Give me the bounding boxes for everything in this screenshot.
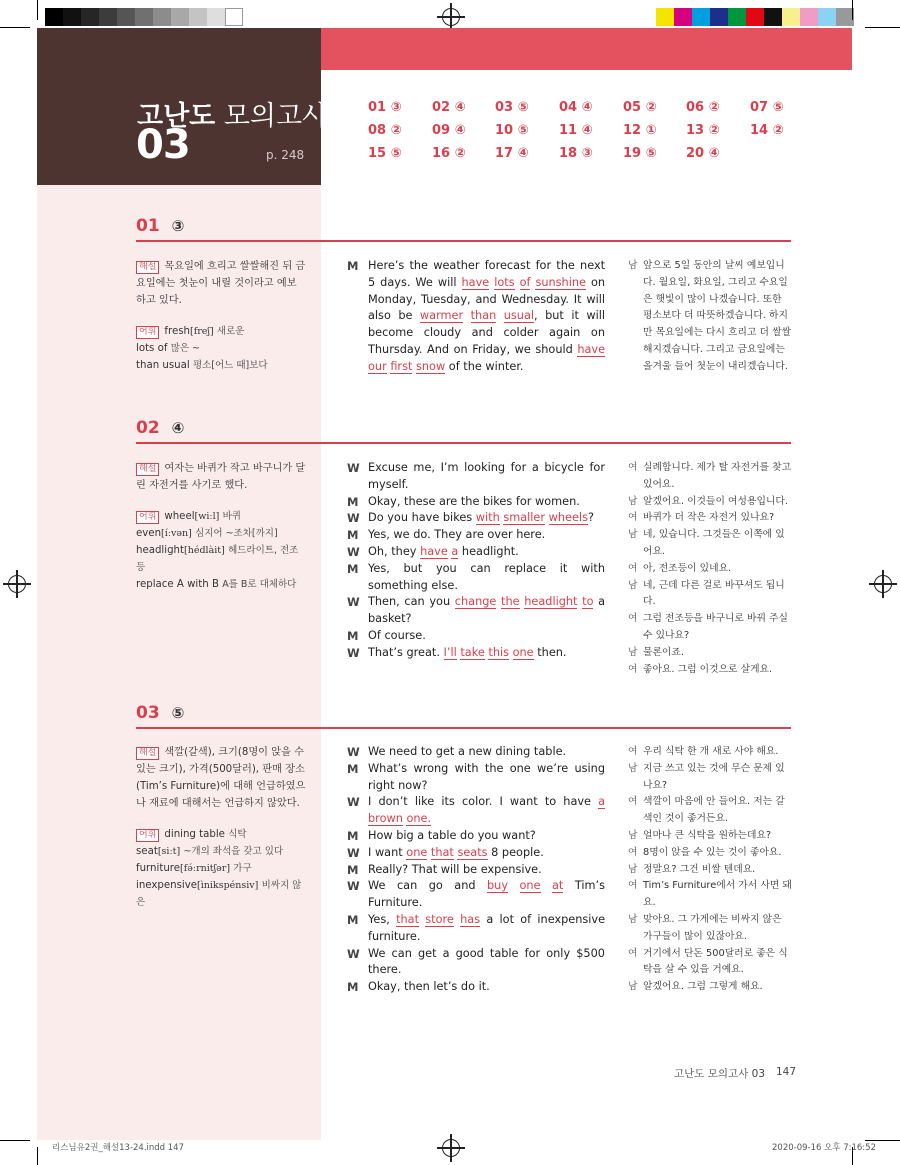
translation-line: 남 앞으로 5일 동안의 날씨 예보입니다. 월요일, 화요일, 그리고 수요일은 햇빛이 많이 나겠습니다. 또한 평소보다 더 따뜻하겠습니다. 하지만 목요일에는 다시 흐리고 더 쌀쌀해지겠습니다. 그리고 금요일에는 올겨울 들어 첫눈이 내리겠습니다. [628, 260, 792, 372]
translation-line: 여 Tim’s Furniture에서 가서 사면 돼요. [628, 880, 792, 909]
key-phrase: one [512, 645, 534, 659]
script-line: M Of course. [347, 628, 426, 643]
key-phrase: snow [415, 359, 446, 373]
key-phrase: I’ll [443, 645, 457, 659]
key-phrase: of [519, 275, 531, 289]
answer-item: 10 ⑤ [495, 123, 529, 138]
answer-item: 16 ② [432, 146, 466, 161]
script-line: M How big a table do you want? [347, 828, 536, 843]
script-line: W Oh, they have a headlight. [347, 544, 519, 559]
crop-mark [37, 0, 38, 20]
answer-item: 05 ② [623, 100, 657, 115]
key-phrase: take [460, 645, 485, 659]
answer-item: 03 ⑤ [495, 100, 529, 115]
explanation-notes: 해설 색깔(갈색), 크기(8명이 앉을 수 있는 크기), 가격(500달러), 판매 장소(Tim’s Furniture)에 대해 언급하였으나 재료에 대해서는 언급하지 않았다. 어휘 dining table 식탁 seat[siːt] ~개의 좌석을 갖고 있다 furniture[fə́ːrnitʃər] 가구 inexpensive[ìnikspénsiv] 비싸지 않은 [136, 747, 306, 908]
script-line: M Okay, these are the bikes for women. [347, 494, 580, 509]
answer-item: 01 ③ [368, 100, 402, 115]
answer-item: 14 ② [750, 123, 784, 138]
explanation-tag: 해설 [136, 261, 159, 274]
section-divider [136, 240, 791, 242]
key-phrase: sunshine [535, 275, 586, 289]
korean-translation [628, 744, 792, 996]
print-timestamp: 2020-09-16 오후 7:16:52 [772, 1143, 876, 1153]
translation-line: 남 네, 근데 다른 걸로 바꾸셔도 됩니다. [628, 579, 785, 608]
script-line: M Okay, then let’s do it. [347, 980, 490, 995]
translation-line: 여 우리 식탁 한 개 새로 사야 해요. [628, 746, 779, 757]
crop-mark [865, 27, 900, 28]
key-phrase: one. [406, 812, 432, 826]
key-phrase: than [470, 309, 497, 323]
key-phrase: a [451, 544, 459, 558]
translation-line: 남 알겠어요. 이것들이 여성용입니다. [628, 495, 788, 507]
answer-item: 02 ④ [432, 100, 466, 115]
key-phrase: our [368, 359, 387, 373]
test-number: 03 [136, 122, 190, 168]
key-phrase: brown [368, 812, 403, 826]
page-reference: p. 248 [266, 148, 305, 162]
key-phrase: smaller [503, 511, 546, 525]
registration-mark-icon [442, 1139, 460, 1157]
section-divider [136, 442, 791, 444]
script-line: W We need to get a new dining table. [347, 745, 567, 759]
explanation-text: 색깔(갈색), 크기(8명이 앉을 수 있는 크기), 가격(500달러), 판매 장소(Tim’s Furniture)에 대해 언급하였으나 재료에 대해서는 언급하지 않았다. [136, 747, 306, 809]
translation-line: 남 정말요? 그건 비쌀 텐데요. [628, 863, 756, 875]
translation-line: 남 맞아요. 그 가게에는 비싸지 않은 가구들이 많이 있잖아요. [628, 913, 782, 942]
answer-item: 13 ② [686, 123, 720, 138]
translation-line: 여 색깔이 마음에 안 들어요. 저는 갈색인 것이 좋거든요. [628, 796, 785, 825]
explanation-tag: 해설 [136, 463, 159, 476]
key-phrase: one [406, 845, 428, 859]
crop-mark [0, 27, 30, 28]
answer-item: 12 ① [623, 123, 657, 138]
question-heading: 01 ③ [136, 216, 185, 236]
key-phrase: have [461, 275, 490, 289]
script-line: M Yes, that store has a lot of inexpensive furniture. [347, 912, 606, 943]
script-line: M Yes, we do. They are over here. [347, 528, 546, 543]
section-divider [136, 727, 791, 729]
explanation-notes: 해설 여자는 바퀴가 작고 바구니가 달린 자전거를 사기로 했다. 어휘 wheel[wiːl] 바퀴 even[íːvən] 심지어 ~조차[까지] headlight[hédlàit] 헤드라이트, 전조등 replace A with B A를 B로 대체하다 [136, 463, 306, 590]
key-phrase: that [396, 912, 420, 926]
key-phrase: one [519, 879, 541, 893]
key-phrase: headlight [524, 595, 578, 609]
crop-mark [0, 1140, 30, 1141]
script-line: W We can get a good table for only $500 there. [347, 946, 605, 977]
key-phrase: the [501, 595, 520, 609]
translation-line: 남 지금 쓰고 있는 것에 무슨 문제 있나요? [628, 762, 785, 791]
key-phrase: warmer [419, 309, 464, 323]
script-line: W We can go and buy one at Tim’s Furniture. [347, 879, 606, 910]
header-accent-bar [321, 28, 852, 70]
explanation-notes: 해설 목요일에 흐리고 쌀쌀해진 뒤 금요일에는 첫눈이 내릴 것이라고 예보하고 있다. 어휘 fresh[freʃ] 새로운 lots of 많은 ~ than usual 평소[어느 때]보다 [136, 261, 306, 371]
key-phrase: store [425, 912, 454, 926]
translation-line: 남 네, 있습니다. 그것들은 이쪽에 있어요. [628, 529, 785, 557]
key-phrase: buy [487, 879, 509, 893]
vocab-tag: 어휘 [136, 326, 159, 339]
translation-line: 여 좋아요. 그럼 이것으로 살게요. [628, 663, 773, 675]
answer-item: 20 ④ [686, 146, 720, 161]
script-line: W That’s great. I’ll take this one then. [347, 645, 567, 660]
key-phrase: with [475, 511, 500, 525]
key-phrase: that [430, 845, 454, 859]
answer-item: 18 ③ [559, 146, 593, 161]
key-phrase: lots [494, 275, 515, 289]
script-line: M What’s wrong with the one we’re using right now? [347, 761, 605, 792]
translation-line: 남 알겠어요. 그럼 그렇게 해요. [628, 981, 763, 993]
script-line: M Here’s the weather forecast for the next 5 days. We will have lots of sunshine on Monday, Tuesday, and Wednesday. It will also be warmer than usual, but it will become cloudy and colder again on Thursday. And on Friday, we should have our first snow of the winter. [347, 259, 606, 373]
key-phrase: usual [503, 309, 535, 323]
explanation-tag: 해설 [136, 747, 159, 760]
key-phrase: has [460, 912, 481, 926]
script-line: W I want one that seats 8 people. [347, 845, 544, 860]
answer-item: 17 ④ [495, 146, 529, 161]
vocab-tag: 어휘 [136, 829, 159, 842]
page-number: 147 [776, 1066, 797, 1078]
translation-line: 여 바퀴가 더 작은 자전거 있나요? [628, 512, 775, 524]
footer-title: 고난도 모의고사 03 [674, 1068, 766, 1080]
key-phrase: wheels [548, 511, 588, 525]
registration-mark-icon [874, 575, 892, 593]
registration-mark-icon [442, 8, 460, 26]
key-phrase: seats [457, 845, 488, 859]
answer-item: 04 ④ [559, 100, 593, 115]
question-heading: 02 ④ [136, 418, 185, 438]
explanation-text: 여자는 바퀴가 작고 바구니가 달린 자전거를 사기로 했다. [136, 463, 306, 491]
file-slug: 리스님유2권_해설13-24.indd 147 [52, 1143, 185, 1153]
crop-mark [37, 1147, 38, 1165]
key-phrase: at [552, 879, 564, 893]
translation-line: 여 8명이 앉을 수 있는 것이 좋아요. [628, 846, 782, 858]
translation-line: 남 물론이죠. [628, 646, 684, 658]
listening-script [347, 460, 605, 662]
crop-mark [852, 0, 853, 20]
answer-item: 19 ⑤ [623, 146, 657, 161]
script-line: W I don’t like its color. I want to have a brown one. [347, 795, 606, 826]
key-phrase: change [454, 595, 497, 609]
script-line: W Do you have bikes with smaller wheels? [347, 511, 594, 526]
answer-item: 07 ⑤ [750, 100, 784, 115]
answer-item: 15 ⑤ [368, 146, 402, 161]
korean-translation [628, 460, 792, 678]
script-line: W Excuse me, I’m looking for a bicycle for myself. [347, 461, 605, 491]
page-title: 고난도 모의고사 [137, 101, 329, 132]
key-phrase: a [598, 795, 606, 809]
key-phrase: have [420, 544, 448, 558]
translation-line: 여 아, 전조등이 있네요. [628, 562, 732, 574]
answer-item: 08 ② [368, 123, 402, 138]
answer-item: 09 ④ [432, 123, 466, 138]
question-heading: 03 ⑤ [136, 703, 185, 723]
script-line: M Yes, but you can replace it with something else. [347, 561, 605, 592]
registration-mark-icon [8, 575, 26, 593]
key-phrase: this [488, 645, 510, 659]
key-phrase: to [582, 595, 594, 609]
key-phrase: have [577, 342, 606, 356]
translation-line: 여 실례합니다. 제가 탈 자전거를 찾고 있어요. [628, 462, 792, 490]
script-line: W Then, can you change the headlight to a basket? [347, 595, 606, 626]
listening-script [347, 744, 605, 996]
translation-line: 여 거기에서 단돈 500달러로 좋은 식탁을 살 수 있을 거예요. [628, 947, 788, 976]
korean-translation [628, 258, 792, 376]
key-phrase: first [390, 359, 413, 373]
explanation-text: 목요일에 흐리고 쌀쌀해진 뒤 금요일에는 첫눈이 내릴 것이라고 예보하고 있다. [136, 261, 306, 306]
answer-item: 11 ④ [559, 123, 593, 138]
script-line: M Really? That will be expensive. [347, 862, 542, 877]
answer-item: 06 ② [686, 100, 720, 115]
translation-line: 여 그럼 전조등을 바구니로 바꿔 주실 수 있나요? [628, 613, 788, 641]
translation-line: 남 얼마나 큰 식탁을 원하는데요? [628, 829, 772, 841]
listening-script [347, 258, 605, 376]
vocab-tag: 어휘 [136, 511, 159, 524]
